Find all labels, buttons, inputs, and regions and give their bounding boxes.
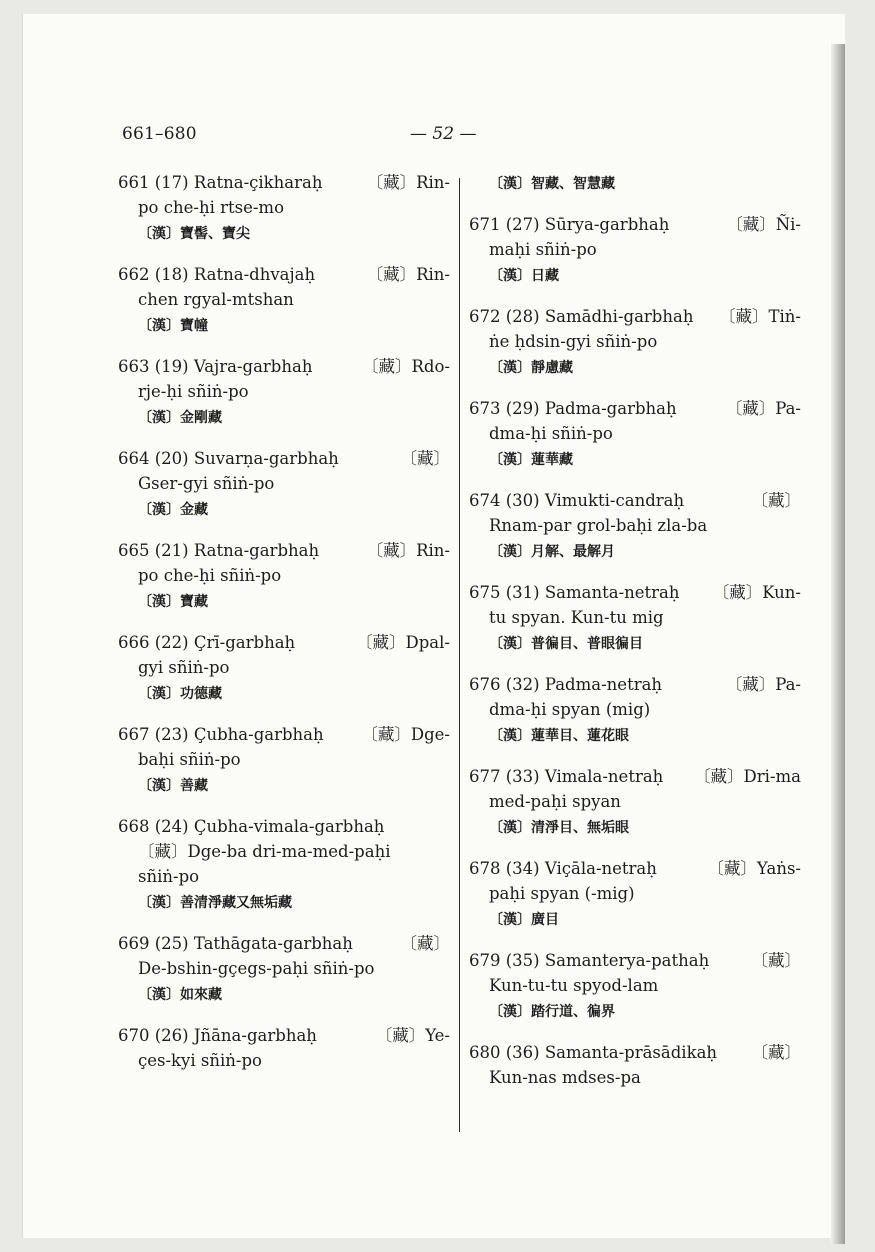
entry-text: 668 (24) Çubha-vimala-garbhaḥ xyxy=(118,817,385,836)
entry-continuation xyxy=(118,379,450,404)
entry-text: 662 (18) Ratna-dhvajaḥ xyxy=(118,265,316,284)
chinese-equivalent: 〔漢〕寶藏 xyxy=(138,594,208,610)
entry-text: 680 (36) Samanta-prāsādikaḥ xyxy=(469,1043,718,1062)
tibetan-equivalent: 〔藏〕Ye- xyxy=(375,1026,450,1045)
dictionary-entry xyxy=(118,170,450,248)
entry-headline xyxy=(469,396,801,421)
entry-text: Gser-gyi sñiṅ-po xyxy=(138,474,275,493)
entry-text: 665 (21) Ratna-garbhaḥ xyxy=(118,541,320,560)
entry-headline xyxy=(118,1023,450,1048)
dictionary-entry xyxy=(469,304,801,382)
chinese-equivalent: 〔漢〕蓮華藏 xyxy=(489,452,573,468)
dictionary-entry xyxy=(118,538,450,616)
entry-headline xyxy=(118,630,450,655)
chinese-equivalent: 〔漢〕月解、最解月 xyxy=(489,544,615,560)
entry-continuation xyxy=(469,421,801,446)
tibetan-equivalent: 〔藏〕 xyxy=(400,934,450,953)
entry-text: ṅe ḥdsin-gyi sñiṅ-po xyxy=(489,332,658,351)
dictionary-entry xyxy=(118,630,450,708)
entry-continuation xyxy=(118,747,450,772)
dictionary-entry xyxy=(118,446,450,524)
dictionary-entry xyxy=(469,580,801,658)
entry-text: dma-ḥi sñiṅ-po xyxy=(489,424,613,443)
entry-text: 669 (25) Tathāgata-garbhaḥ xyxy=(118,934,353,953)
entry-headline xyxy=(118,722,450,747)
entry-continuation xyxy=(469,881,801,906)
entry-text: chen rgyal-mtshan xyxy=(138,290,294,309)
chinese-equivalent: 〔漢〕金藏 xyxy=(138,502,208,518)
right-column xyxy=(469,170,801,1104)
entry-headline xyxy=(469,856,801,881)
tibetan-equivalent: 〔藏〕Tiṅ- xyxy=(719,307,801,326)
entry-text: 667 (23) Çubha-garbhaḥ xyxy=(118,725,324,744)
entry-headline xyxy=(118,538,450,563)
entry-text: maḥi sñiṅ-po xyxy=(489,240,597,259)
page-number: — 52 — xyxy=(410,124,477,144)
entry-text: baḥi sñiṅ-po xyxy=(138,750,241,769)
chinese-equivalent: 〔漢〕如來藏 xyxy=(138,987,222,1003)
dictionary-entry xyxy=(469,488,801,566)
chinese-equivalent: 〔漢〕廣目 xyxy=(489,912,559,928)
entry-text: De-bshin-gçegs-paḥi sñiṅ-po xyxy=(138,959,375,978)
dictionary-entry xyxy=(469,1040,801,1090)
left-column xyxy=(118,170,450,1087)
entry-headline xyxy=(118,814,450,839)
dictionary-entry xyxy=(469,764,801,842)
entry-headline xyxy=(469,948,801,973)
entry-text: 677 (33) Vimala-netraḥ xyxy=(469,767,664,786)
entry-continuation xyxy=(118,655,450,680)
tibetan-equivalent: 〔藏〕 xyxy=(751,491,801,510)
entry-headline xyxy=(118,446,450,471)
entry-continuation xyxy=(469,1065,801,1090)
entry-text: 661 (17) Ratna-çikharaḥ xyxy=(118,173,323,192)
entry-headline xyxy=(469,672,801,697)
tibetan-equivalent: 〔藏〕Yaṅs- xyxy=(707,859,801,878)
tibetan-equivalent: 〔藏〕Dri-ma xyxy=(694,767,801,786)
entry-text: 673 (29) Padma-garbhaḥ xyxy=(469,399,677,418)
dictionary-entry xyxy=(469,856,801,934)
dictionary-entry xyxy=(469,672,801,750)
entry-text: 674 (30) Vimukti-candraḥ xyxy=(469,491,685,510)
tibetan-equivalent: 〔藏〕Pa- xyxy=(725,675,801,694)
entry-text: Kun-tu-tu spyod-lam xyxy=(489,976,659,995)
entry-text: rje-ḥi sñiṅ-po xyxy=(138,382,249,401)
entry-text: çes-kyi sñiṅ-po xyxy=(138,1051,262,1070)
chinese-equivalent: 〔漢〕金剛藏 xyxy=(138,410,222,426)
chinese-equivalent: 〔漢〕功德藏 xyxy=(138,686,222,702)
entry-text: po che-ḥi sñiṅ-po xyxy=(138,566,282,585)
entry-text: 678 (34) Viçāla-netraḥ xyxy=(469,859,657,878)
entry-continuation xyxy=(118,471,450,496)
chinese-equivalent: 〔漢〕靜慮藏 xyxy=(489,360,573,376)
entry-text: 672 (28) Samādhi-garbhaḥ xyxy=(469,307,694,326)
entry-continuation xyxy=(469,789,801,814)
column-divider xyxy=(459,178,460,1132)
tibetan-equivalent: 〔藏〕Rin- xyxy=(366,265,450,284)
entry-continuation xyxy=(469,237,801,262)
dictionary-entry xyxy=(118,722,450,800)
dictionary-entry xyxy=(118,1023,450,1073)
tibetan-equivalent: 〔藏〕Kun- xyxy=(712,583,801,602)
entry-headline xyxy=(469,488,801,513)
entry-text: 663 (19) Vajra-garbhaḥ xyxy=(118,357,313,376)
dictionary-entry xyxy=(469,948,801,1026)
entry-text: 671 (27) Sūrya-garbhaḥ xyxy=(469,215,670,234)
chinese-equivalent: 〔漢〕善清淨藏又無垢藏 xyxy=(138,895,292,911)
entry-headline xyxy=(469,1040,801,1065)
entry-continuation xyxy=(469,697,801,722)
tibetan-equivalent: 〔藏〕Dpal- xyxy=(356,633,450,652)
dictionary-entry xyxy=(118,931,450,1009)
tibetan-equivalent: 〔藏〕Pa- xyxy=(725,399,801,418)
entry-continuation xyxy=(469,605,801,630)
entry-headline xyxy=(469,764,801,789)
entry-text: gyi sñiṅ-po xyxy=(138,658,230,677)
entry-text: 676 (32) Padma-netraḥ xyxy=(469,675,663,694)
chinese-equivalent: 〔漢〕日藏 xyxy=(489,268,559,284)
entry-headline xyxy=(118,354,450,379)
entry-continuation xyxy=(469,513,801,538)
dictionary-entry xyxy=(118,354,450,432)
entry-headline xyxy=(118,931,450,956)
entry-text: paḥi spyan (-mig) xyxy=(489,884,635,903)
entry-text: Kun-nas mdses-pa xyxy=(489,1068,641,1087)
entry-continuation xyxy=(118,1048,450,1073)
entry-text: 666 (22) Çrī-garbhaḥ xyxy=(118,633,296,652)
entry-continuation xyxy=(469,329,801,354)
entry-continuation xyxy=(118,956,450,981)
entry-continuation xyxy=(469,973,801,998)
entry-text: 670 (26) Jñāna-garbhaḥ xyxy=(118,1026,317,1045)
chinese-equivalent: 〔漢〕智藏、智慧藏 xyxy=(489,176,615,192)
chinese-equivalent: 〔漢〕清淨目、無垢眼 xyxy=(489,820,629,836)
entry-continuation xyxy=(118,195,450,220)
entry-text: 664 (20) Suvarṇa-garbhaḥ xyxy=(118,449,339,468)
entry-text: 〔藏〕Dge-ba dri-ma-med-paḥi xyxy=(138,842,391,861)
tibetan-equivalent: 〔藏〕Rin- xyxy=(366,173,450,192)
entry-continuation xyxy=(118,563,450,588)
entry-continuation xyxy=(118,287,450,312)
chinese-equivalent: 〔漢〕踏行道、徧界 xyxy=(489,1004,615,1020)
page-edge-shadow xyxy=(831,44,845,1244)
dictionary-entry xyxy=(118,814,450,917)
chinese-equivalent: 〔漢〕蓮華目、蓮花眼 xyxy=(489,728,629,744)
tibetan-equivalent: 〔藏〕 xyxy=(400,449,450,468)
entry-headline xyxy=(118,170,450,195)
entry-text: dma-ḥi spyan (mig) xyxy=(489,700,651,719)
entry-headline xyxy=(118,262,450,287)
chinese-equivalent: 〔漢〕寶幢 xyxy=(138,318,208,334)
entry-headline xyxy=(469,580,801,605)
dictionary-entry xyxy=(118,262,450,340)
dictionary-entry xyxy=(469,212,801,290)
chinese-equivalent: 〔漢〕寶髻、寶尖 xyxy=(138,226,250,242)
entry-text: 679 (35) Samanterya-pathaḥ xyxy=(469,951,710,970)
dictionary-entry xyxy=(469,396,801,474)
entry-continuation xyxy=(118,864,450,889)
entry-headline xyxy=(469,304,801,329)
tibetan-equivalent: 〔藏〕 xyxy=(751,1043,801,1062)
tibetan-equivalent: 〔藏〕Rdo- xyxy=(362,357,450,376)
entry-continuation xyxy=(118,839,450,864)
chinese-equivalent: 〔漢〕普徧目、普眼徧目 xyxy=(489,636,643,652)
dictionary-entry xyxy=(469,170,801,198)
entry-text: tu spyan. Kun-tu mig xyxy=(489,608,664,627)
chinese-equivalent: 〔漢〕善藏 xyxy=(138,778,208,794)
tibetan-equivalent: 〔藏〕 xyxy=(751,951,801,970)
entry-headline xyxy=(469,212,801,237)
page-range-header: 661–680 xyxy=(122,124,197,144)
tibetan-equivalent: 〔藏〕Dge- xyxy=(361,725,450,744)
entry-text: med-paḥi spyan xyxy=(489,792,621,811)
tibetan-equivalent: 〔藏〕Ñi- xyxy=(726,215,801,234)
entry-text: 675 (31) Samanta-netraḥ xyxy=(469,583,680,602)
entry-text: po che-ḥi rtse-mo xyxy=(138,198,285,217)
entry-text: sñiṅ-po xyxy=(138,867,200,886)
tibetan-equivalent: 〔藏〕Rin- xyxy=(366,541,450,560)
entry-text: Rnam-par grol-baḥi zla-ba xyxy=(489,516,708,535)
